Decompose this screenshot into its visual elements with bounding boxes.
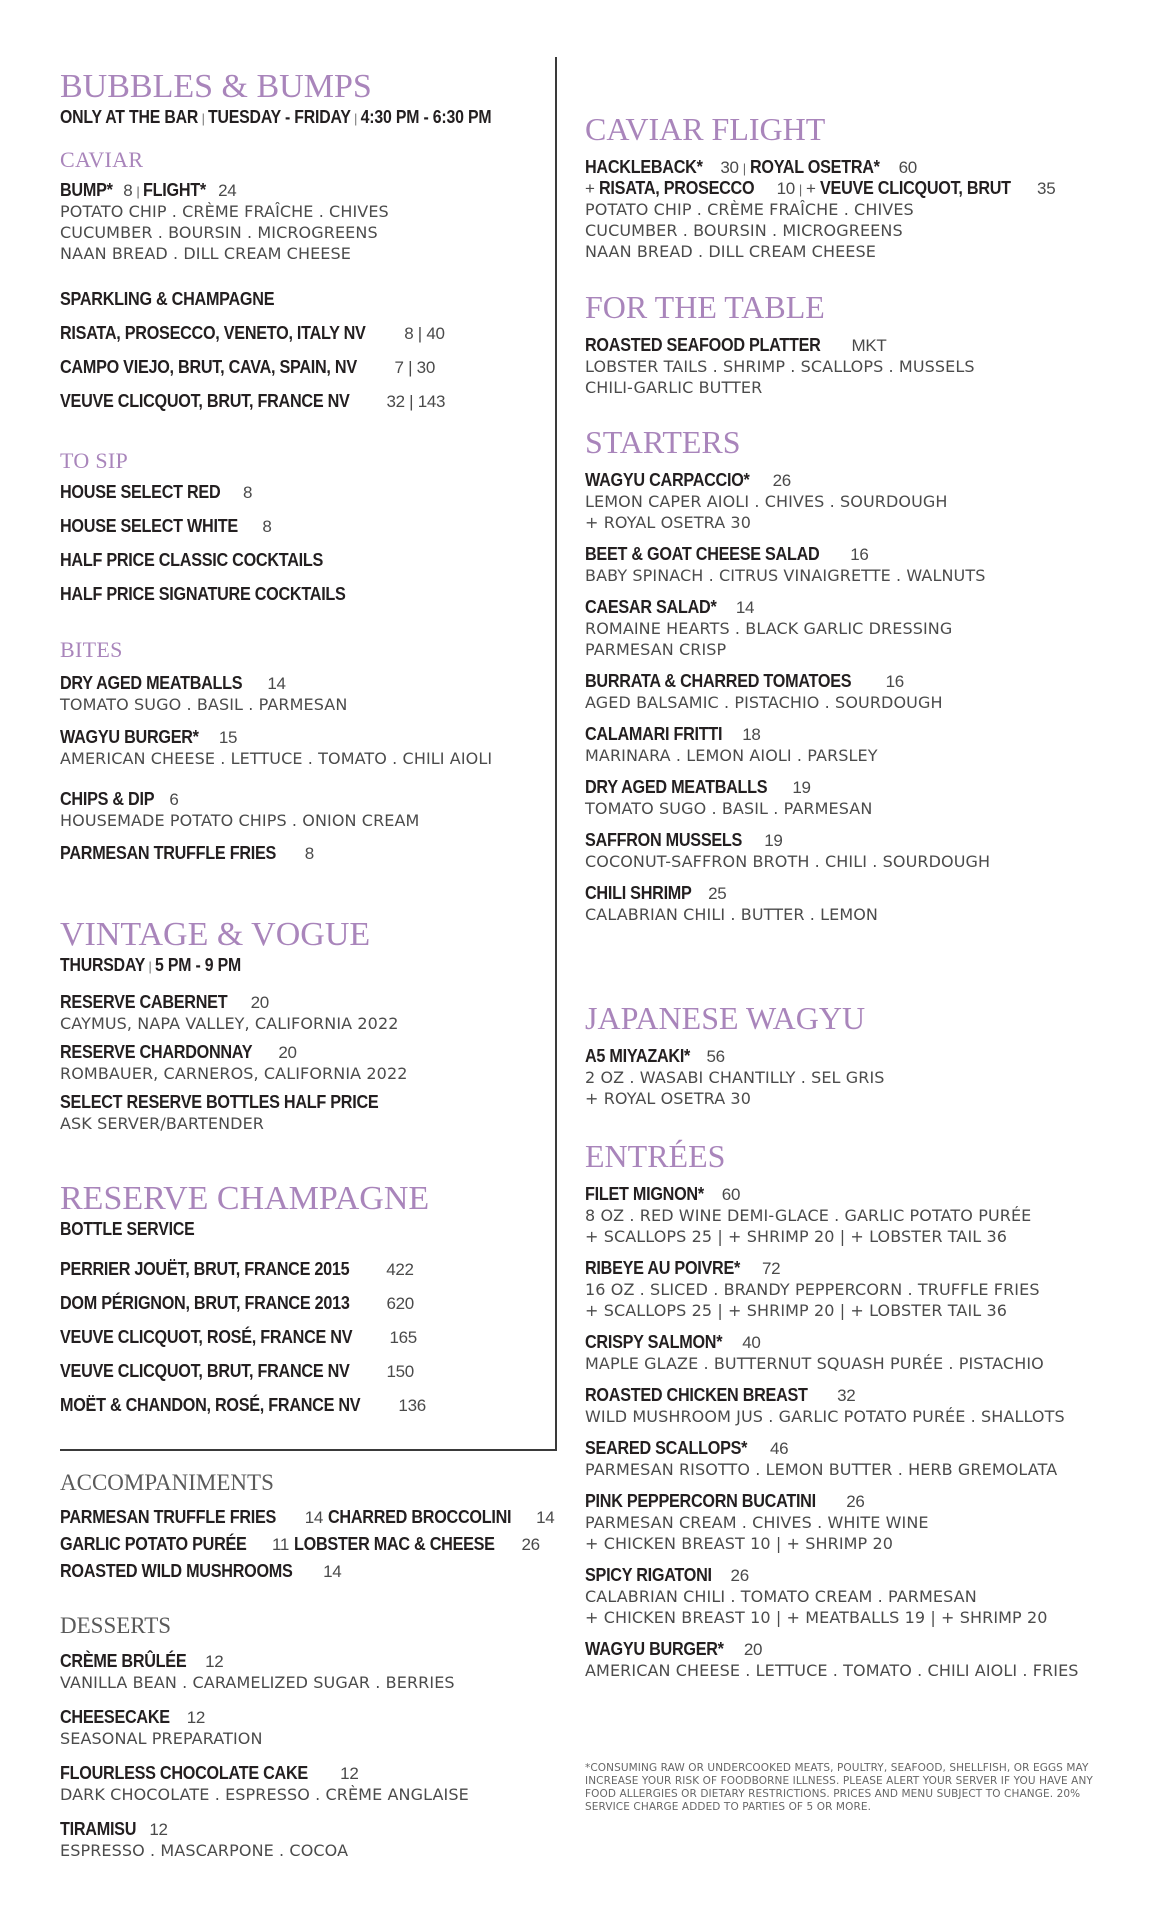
item-desc: 8 OZ . RED WINE DEMI-GLACE . GARLIC POTATO PURÉE — [585, 1206, 1032, 1225]
japanese-wagyu-section — [585, 1002, 885, 1109]
item-desc: COCONUT-SAFFRON BROTH . CHILI . SOURDOUGH — [585, 852, 991, 871]
item-desc: ROMBAUER, CARNEROS, CALIFORNIA 2022 — [60, 1064, 408, 1083]
section-title: STARTERS — [585, 424, 741, 460]
menu-item-name: WAGYU BURGER* 20 — [585, 1639, 763, 1659]
menu-item-name: SPICY RIGATONI 26 — [585, 1565, 749, 1585]
subsection-heading: SPARKLING & CHAMPAGNE — [60, 289, 275, 309]
item-desc: TOMATO SUGO . BASIL . PARMESAN — [60, 695, 348, 714]
item-desc: + SCALLOPS 25 | + SHRIMP 20 | + LOBSTER TAIL 36 — [585, 1227, 1008, 1246]
item-desc: WILD MUSHROOM JUS . GARLIC POTATO PURÉE . SHALLOTS — [585, 1407, 1065, 1426]
section-title: CAVIAR FLIGHT — [585, 111, 826, 147]
item-desc: + ROYAL OSETRA 30 — [585, 1089, 751, 1108]
menu-item-name: RESERVE CABERNET 20 — [60, 992, 269, 1012]
section-title: ENTRÉES — [585, 1138, 726, 1174]
item-desc: MARINARA . LEMON AIOLI . PARSLEY — [585, 746, 878, 765]
subsection-heading: BITES — [60, 637, 123, 662]
item-desc: CAYMUS, NAPA VALLEY, CALIFORNIA 2022 — [60, 1014, 399, 1033]
subsection-heading: CAVIAR — [60, 147, 144, 172]
menu-item: RISATA, PROSECCO, VENETO, ITALY NV 8 | 40 — [60, 323, 445, 343]
accompaniment-row: ROASTED WILD MUSHROOMS 14 — [60, 1561, 342, 1581]
section-subtitle: ONLY AT THE BAR | TUESDAY - FRIDAY | 4:30 PM - 6:30 PM — [60, 107, 492, 127]
bites-subsection — [60, 639, 492, 864]
item-desc: POTATO CHIP . CRÈME FRAÎCHE . CHIVES — [60, 202, 389, 221]
vintage-vogue-section — [60, 918, 414, 1134]
caviar-price-line: HACKLEBACK* 30 | ROYAL OSETRA* 60 — [585, 157, 917, 177]
menu-item: PERRIER JOUËT, BRUT, FRANCE 2015 422 — [60, 1259, 414, 1279]
menu-item-name: SAFFRON MUSSELS 19 — [585, 830, 783, 850]
caviar-flight-section — [585, 113, 1055, 262]
item-desc: CHILI-GARLIC BUTTER — [585, 378, 763, 397]
reserve-champagne-section — [60, 1182, 429, 1416]
item-desc: CALABRIAN CHILI . BUTTER . LEMON — [585, 905, 878, 924]
menu-item-name: PARMESAN TRUFFLE FRIES 8 — [60, 843, 314, 863]
accompaniments-section — [60, 1471, 554, 1582]
item-desc: POTATO CHIP . CRÈME FRAÎCHE . CHIVES — [585, 200, 914, 219]
item-desc: SEASONAL PREPARATION — [60, 1729, 263, 1748]
item-desc: + SCALLOPS 25 | + SHRIMP 20 | + LOBSTER TAIL 36 — [585, 1301, 1008, 1320]
item-desc: AMERICAN CHEESE . LETTUCE . TOMATO . CHILI AIOLI . FRIES — [585, 1661, 1079, 1680]
item-desc: 16 OZ . SLICED . BRANDY PEPPERCORN . TRUFFLE FRIES — [585, 1280, 1040, 1299]
desserts-section — [60, 1614, 469, 1861]
item-desc: CALABRIAN CHILI . TOMATO CREAM . PARMESAN — [585, 1587, 977, 1606]
menu-item-name: DRY AGED MEATBALLS 14 — [60, 673, 286, 693]
menu-item-name: ROASTED SEAFOOD PLATTER MKT — [585, 335, 887, 355]
menu-item: HOUSE SELECT RED 8 — [60, 482, 253, 502]
menu-item-name: CRISPY SALMON* 40 — [585, 1332, 761, 1352]
menu-item-name: SELECT RESERVE BOTTLES HALF PRICE — [60, 1092, 379, 1112]
caviar-subsection — [60, 149, 389, 264]
menu-item-name: ROASTED CHICKEN BREAST 32 — [585, 1385, 856, 1405]
menu-item: VEUVE CLICQUOT, ROSÉ, FRANCE NV 165 — [60, 1327, 417, 1347]
section-subtitle: THURSDAY | 5 PM - 9 PM — [60, 955, 242, 975]
menu-item-name: CAESAR SALAD* 14 — [585, 597, 755, 617]
item-desc: 2 OZ . WASABI CHANTILLY . SEL GRIS — [585, 1068, 885, 1087]
menu-item-name: CALAMARI FRITTI 18 — [585, 724, 761, 744]
to-sip-subsection — [60, 450, 377, 605]
item-desc: PARMESAN CRISP — [585, 640, 727, 659]
column-divider — [555, 57, 557, 1451]
left-bottom-rule — [60, 1449, 557, 1451]
menu-item: HALF PRICE CLASSIC COCKTAILS — [60, 550, 324, 570]
menu-item-name: RIBEYE AU POIVRE* 72 — [585, 1258, 781, 1278]
menu-item-name: CHILI SHRIMP 25 — [585, 883, 727, 903]
section-title: FOR THE TABLE — [585, 289, 825, 325]
item-desc: + ROYAL OSETRA 30 — [585, 513, 751, 532]
menu-item-name: FILET MIGNON* 60 — [585, 1184, 741, 1204]
accompaniment-row: PARMESAN TRUFFLE FRIES 14 CHARRED BROCCOLINI 14 — [60, 1507, 555, 1527]
item-desc: PARMESAN RISOTTO . LEMON BUTTER . HERB GREMOLATA — [585, 1460, 1058, 1479]
starters-section — [585, 426, 990, 925]
menu-item-name: BEET & GOAT CHEESE SALAD 16 — [585, 544, 869, 564]
subsection-heading: TO SIP — [60, 448, 129, 473]
section-title: VINTAGE & VOGUE — [60, 916, 371, 953]
item-desc: ROMAINE HEARTS . BLACK GARLIC DRESSING — [585, 619, 953, 638]
disclaimer-text: *CONSUMING RAW OR UNDERCOOKED MEATS, POULTRY, SEAFOOD, SHELLFISH, OR EGGS MAY INCREASE YOUR RISK OF FOODBORNE ILLNESS. PLEASE ALERT YOUR SERVER IF YOU HAVE ANY FOOD ALLERGIES OR DIETARY RESTRICTIONS. PRICES AND MENU SUBJECT TO CHANGE. 20% SERVICE CHARGE ADDED TO PARTIES OF 5 OR MORE. — [585, 1762, 1093, 1813]
menu-item-name: WAGYU BURGER* 15 — [60, 727, 238, 747]
caviar-price-line: BUMP* 8 | FLIGHT* 24 — [60, 180, 237, 200]
menu-item-name: A5 MIYAZAKI* 56 — [585, 1046, 725, 1066]
menu-item: DOM PÉRIGNON, BRUT, FRANCE 2013 620 — [60, 1293, 414, 1313]
section-title: ACCOMPANIMENTS — [60, 1470, 274, 1495]
menu-item-name: TIRAMISU 12 — [60, 1819, 168, 1839]
menu-item-name: CRÈME BRÛLÉE 12 — [60, 1651, 224, 1671]
section-subtitle: BOTTLE SERVICE — [60, 1219, 195, 1239]
sparkling-subsection — [60, 289, 445, 412]
bubbles-bumps-section — [60, 70, 550, 128]
item-desc: LEMON CAPER AIOLI . CHIVES . SOURDOUGH — [585, 492, 948, 511]
item-desc: BABY SPINACH . CITRUS VINAIGRETTE . WALNUTS — [585, 566, 986, 585]
section-title: BUBBLES & BUMPS — [60, 68, 372, 105]
section-title: DESSERTS — [60, 1613, 172, 1638]
for-the-table-section — [585, 291, 975, 398]
section-title: JAPANESE WAGYU — [585, 1000, 866, 1036]
item-desc: NAAN BREAD . DILL CREAM CHEESE — [585, 242, 876, 261]
disclaimer-section — [585, 1762, 1115, 1814]
item-desc: MAPLE GLAZE . BUTTERNUT SQUASH PURÉE . PISTACHIO — [585, 1354, 1044, 1373]
section-title: RESERVE CHAMPAGNE — [60, 1180, 430, 1217]
item-desc: ESPRESSO . MASCARPONE . COCOA — [60, 1841, 349, 1860]
menu-item-name: DRY AGED MEATBALLS 19 — [585, 777, 811, 797]
menu-item-name: WAGYU CARPACCIO* 26 — [585, 470, 791, 490]
item-desc: VANILLA BEAN . CARAMELIZED SUGAR . BERRIES — [60, 1673, 455, 1692]
caviar-pairing-line: + RISATA, PROSECCO 10 | + VEUVE CLICQUOT, BRUT 35 — [585, 178, 1056, 198]
item-desc: LOBSTER TAILS . SHRIMP . SCALLOPS . MUSSELS — [585, 357, 975, 376]
item-desc: CUCUMBER . BOURSIN . MICROGREENS — [585, 221, 903, 240]
item-desc: + CHICKEN BREAST 10 | + MEATBALLS 19 | + SHRIMP 20 — [585, 1608, 1048, 1627]
item-desc: CUCUMBER . BOURSIN . MICROGREENS — [60, 223, 378, 242]
item-desc: PARMESAN CREAM . CHIVES . WHITE WINE — [585, 1513, 929, 1532]
menu-item-name: BURRATA & CHARRED TOMATOES 16 — [585, 671, 904, 691]
item-desc: DARK CHOCOLATE . ESPRESSO . CRÈME ANGLAISE — [60, 1785, 469, 1804]
item-desc: ASK SERVER/BARTENDER — [60, 1114, 265, 1133]
menu-item: HALF PRICE SIGNATURE COCKTAILS — [60, 584, 346, 604]
menu-item-name: CHIPS & DIP 6 — [60, 789, 179, 809]
menu-item: MOËT & CHANDON, ROSÉ, FRANCE NV 136 — [60, 1395, 426, 1415]
menu-item: VEUVE CLICQUOT, BRUT, FRANCE NV 150 — [60, 1361, 414, 1381]
menu-item: CAMPO VIEJO, BRUT, CAVA, SPAIN, NV 7 | 30 — [60, 357, 435, 377]
menu-item: HOUSE SELECT WHITE 8 — [60, 516, 272, 536]
item-desc: HOUSEMADE POTATO CHIPS . ONION CREAM — [60, 811, 420, 830]
menu-item-name: PINK PEPPERCORN BUCATINI 26 — [585, 1491, 865, 1511]
entrees-section — [585, 1140, 1079, 1681]
menu-item-name: SEARED SCALLOPS* 46 — [585, 1438, 789, 1458]
item-desc: AMERICAN CHEESE . LETTUCE . TOMATO . CHILI AIOLI — [60, 749, 493, 768]
menu-item-name: CHEESECAKE 12 — [60, 1707, 206, 1727]
item-desc: NAAN BREAD . DILL CREAM CHEESE — [60, 244, 351, 263]
menu-item-name: RESERVE CHARDONNAY 20 — [60, 1042, 297, 1062]
menu-item: VEUVE CLICQUOT, BRUT, FRANCE NV 32 | 143 — [60, 391, 446, 411]
item-desc: AGED BALSAMIC . PISTACHIO . SOURDOUGH — [585, 693, 943, 712]
accompaniment-row: GARLIC POTATO PURÉE 11 LOBSTER MAC & CHEESE 26 — [60, 1534, 540, 1554]
item-desc: + CHICKEN BREAST 10 | + SHRIMP 20 — [585, 1534, 894, 1553]
item-desc: TOMATO SUGO . BASIL . PARMESAN — [585, 799, 873, 818]
menu-item-name: FLOURLESS CHOCOLATE CAKE 12 — [60, 1763, 359, 1783]
